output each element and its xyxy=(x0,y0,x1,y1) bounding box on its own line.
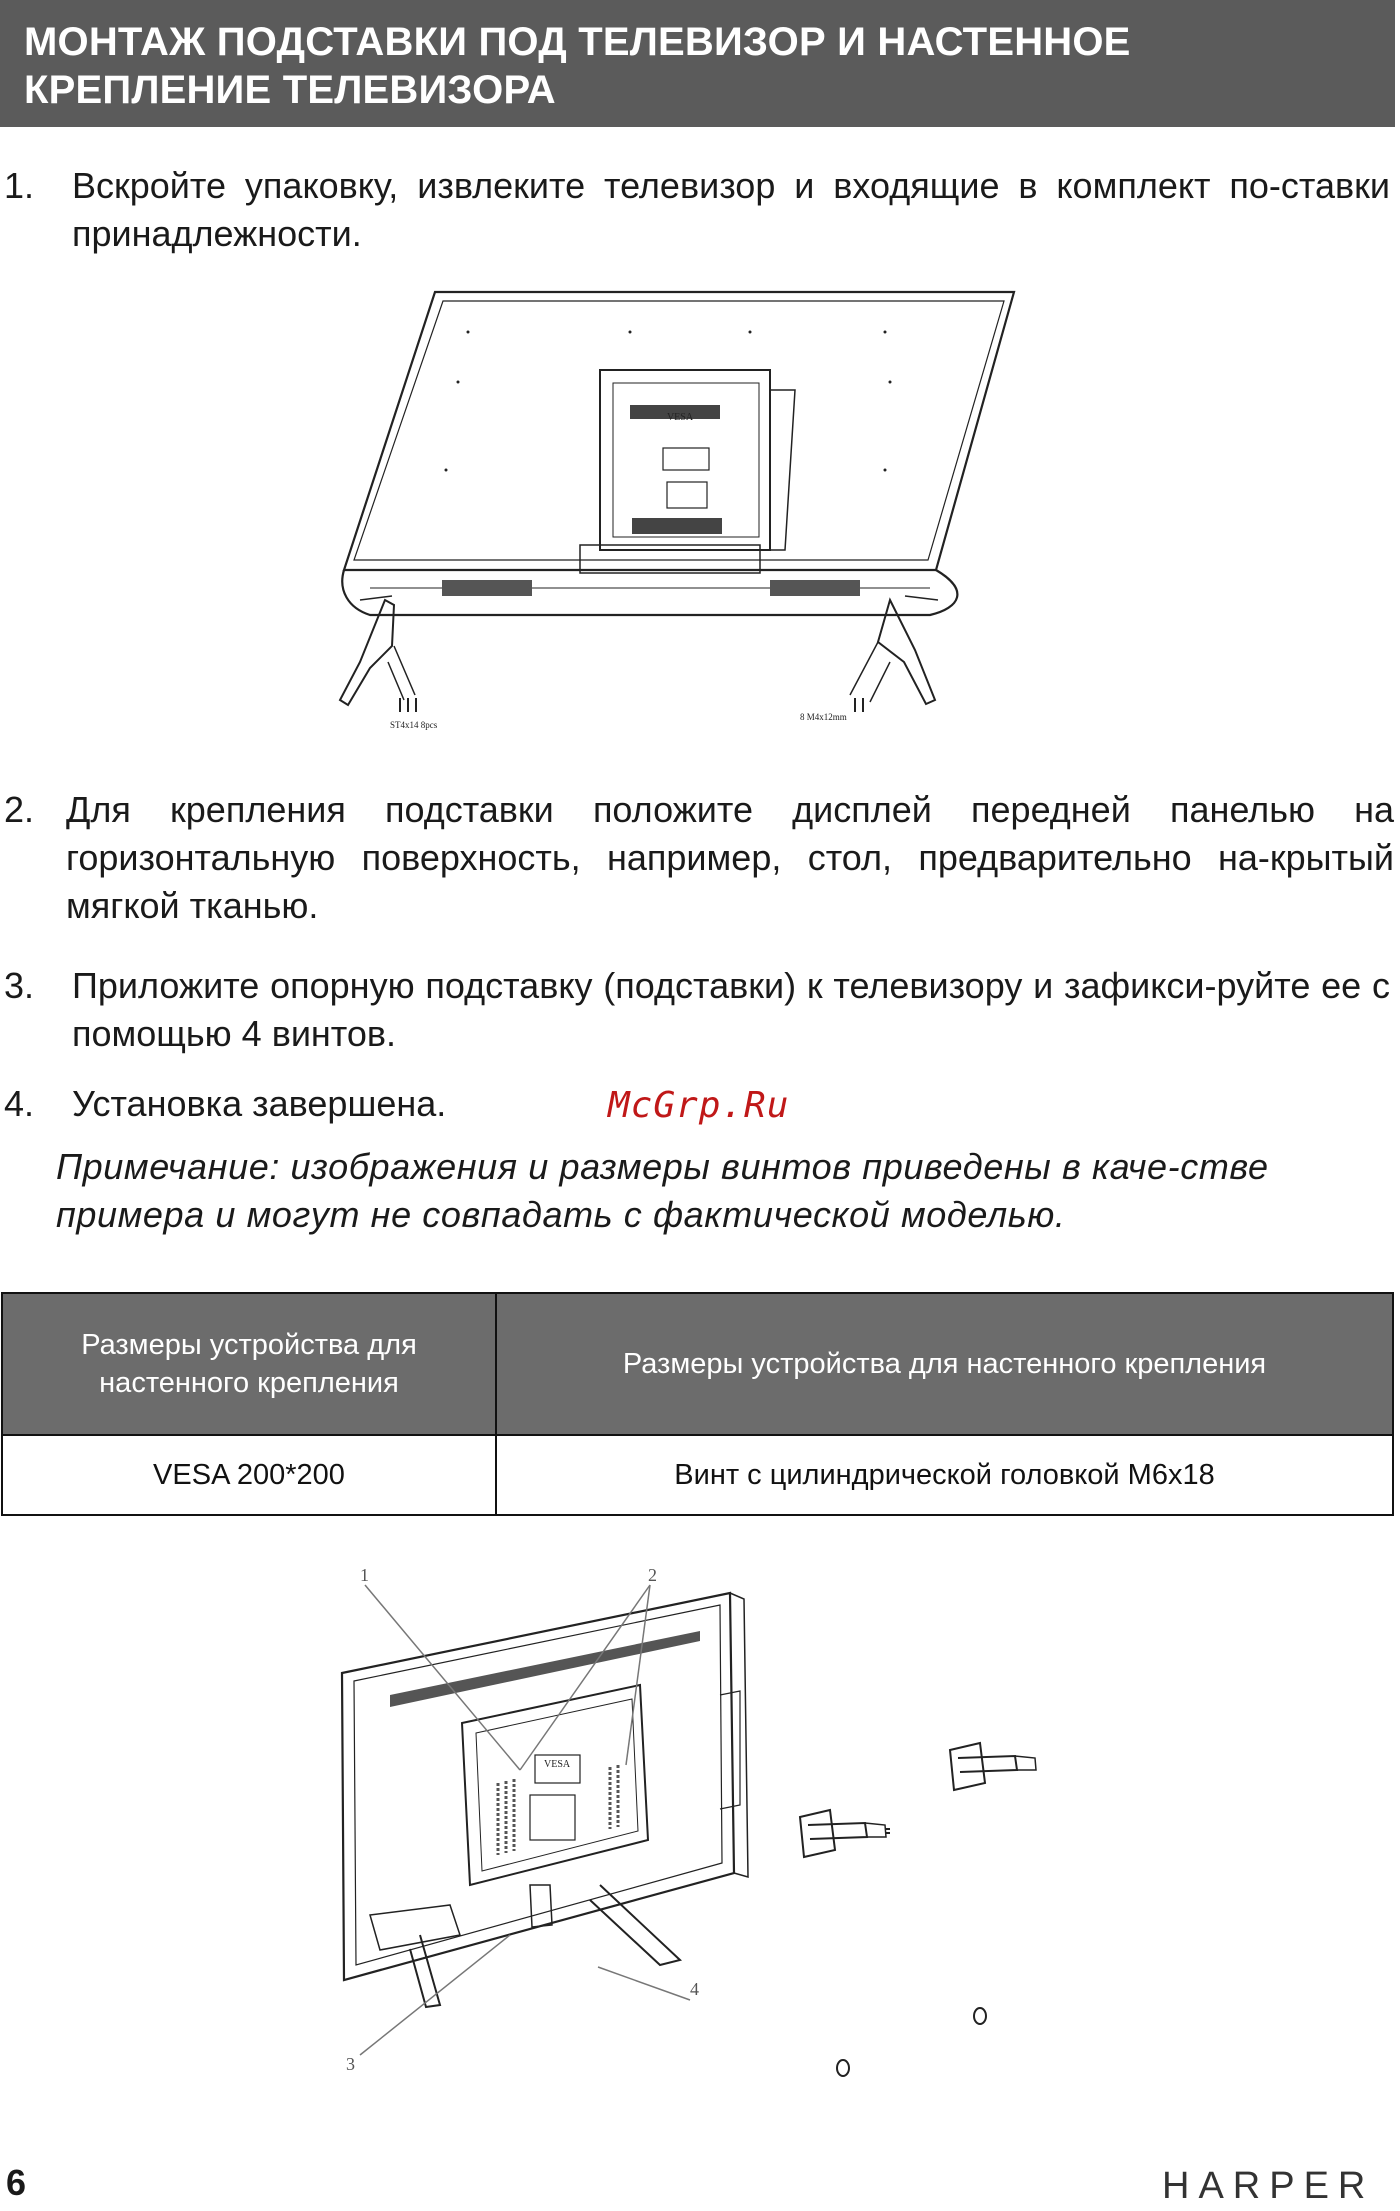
wall-mount-illustration xyxy=(330,1555,1080,2095)
vesa-spec-table xyxy=(1,1292,1394,1516)
callout-1: 1 xyxy=(360,1565,369,1585)
step-number: 3. xyxy=(4,965,35,1006)
table-header-cell: Размеры устройства для настенного крепления xyxy=(2,1293,496,1435)
section-title: МОНТАЖ ПОДСТАВКИ ПОД ТЕЛЕВИЗОР И НАСТЕННОЕ КРЕПЛЕНИЕ ТЕЛЕВИЗОРА xyxy=(24,20,1131,112)
brand-logo: HARPER xyxy=(1162,2165,1375,2207)
watermark: McGrp.Ru xyxy=(608,1085,790,1126)
step-text: Для крепления подставки положите дисплей передней панелью на горизонтальную поверхность, например, стол, предварительно на-крытый мягкой тканью. xyxy=(66,789,1394,926)
step-text: Установка завершена. xyxy=(72,1083,447,1124)
callout-4: 4 xyxy=(690,1979,699,1999)
callout-3: 3 xyxy=(346,2054,355,2074)
section-header xyxy=(0,0,1395,127)
stand-screw-label-right: 8 M4x12mm xyxy=(800,712,847,722)
tv-stand-drawing xyxy=(330,270,1030,740)
table-header-row xyxy=(2,1293,1393,1435)
stand-screw-label-left: ST4x14 8pcs xyxy=(390,720,438,730)
table-header-cell: Размеры устройства для настенного крепления xyxy=(496,1293,1393,1435)
step-number: 1. xyxy=(4,165,35,206)
page-number: 6 xyxy=(6,2162,27,2203)
vesa-mark: VESA xyxy=(544,1759,571,1770)
step-number: 4. xyxy=(4,1083,35,1124)
step-text: Приложите опорную подставку (подставки) к телевизору и зафикси-руйте ее с помощью 4 винтов. xyxy=(72,965,1390,1054)
vesa-mark: VESA xyxy=(666,412,694,423)
table-cell: VESA 200*200 xyxy=(2,1435,496,1515)
callout-2: 2 xyxy=(648,1565,657,1585)
table-row xyxy=(2,1435,1393,1515)
table-cell: Винт с цилиндрической головкой M6x18 xyxy=(496,1435,1393,1515)
step-number: 2. xyxy=(4,789,35,830)
note: Примечание: изображения и размеры винтов приведены в каче-стве примера и могут не совпадать с фактической моделью. xyxy=(56,1146,1269,1235)
step-text: Вскройте упаковку, извлеките телевизор и входящие в комплект по-ставки принадлежности. xyxy=(72,165,1390,254)
wall-mount-drawing xyxy=(330,1555,1080,2095)
step-2 xyxy=(4,786,1396,936)
stand-assembly-illustration xyxy=(330,270,1030,740)
step-3 xyxy=(4,962,1396,1062)
step-1 xyxy=(4,162,1396,262)
step-4 xyxy=(4,1080,584,1130)
